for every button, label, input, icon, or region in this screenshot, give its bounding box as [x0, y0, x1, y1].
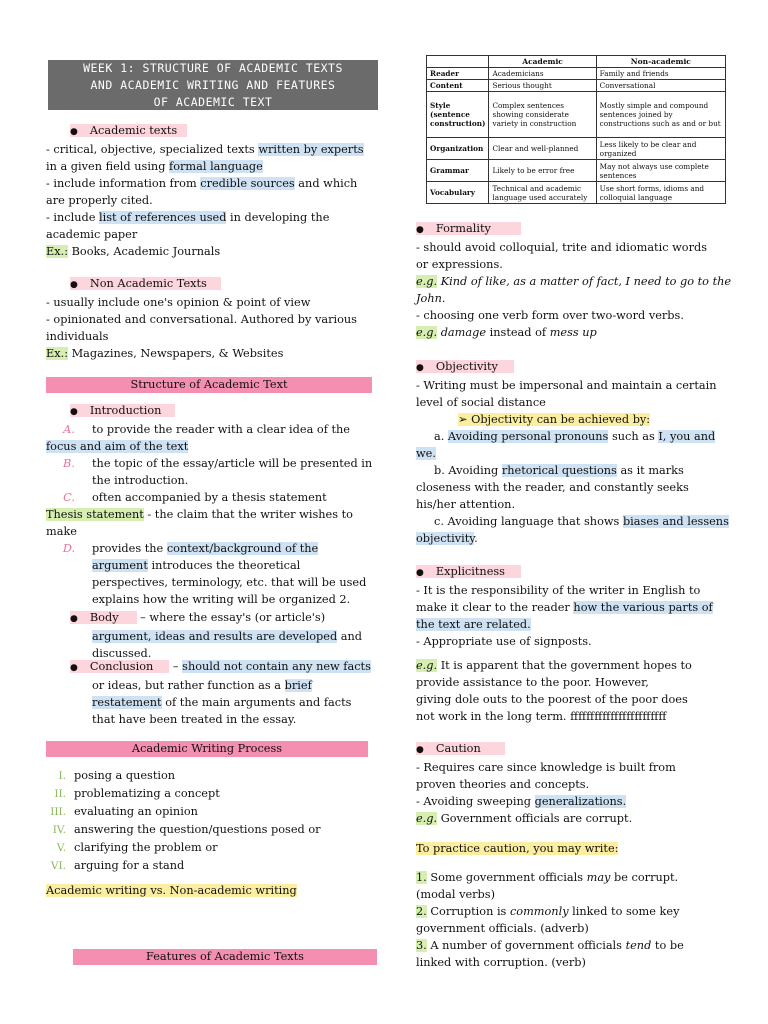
list-item: IV. answering the question/questions posed or: [52, 823, 321, 836]
process-heading: Academic Writing Process: [46, 741, 368, 757]
features-heading: Features of Academic Texts: [73, 949, 377, 965]
comparison-table: [426, 55, 726, 204]
table-row: Organization Clear and well-planned Less likely to be clear and organized: [427, 138, 726, 160]
introduction-section: ● Introduction A. to provide the reader with a clear idea of the focus and aim of the text B. the topic of the essay/article will be presented in the introduction. C. often accompanied by a thesis statement Thesis statement - the claim that the writer wishes to make D. provides the context/background of the argument introduces the theoretical perspectives, terminology, etc. that will be used explains how the writing will be organized 2.: [46, 402, 380, 608]
title-line-1: WEEK 1: STRUCTURE OF ACADEMIC TEXTS: [83, 61, 343, 75]
academic-texts-heading: ● Academic texts: [70, 124, 187, 137]
arrow-icon: ➢: [458, 413, 472, 426]
objectivity-heading: ● Objectivity: [416, 360, 514, 373]
vs-heading: Academic writing vs. Non-academic writing: [46, 884, 297, 897]
caution-section: ● Caution - Requires care since knowledge is built from proven theories and concepts. - Avoiding sweeping generalizations. e.g. Government officials are corrupt. To practice caution, you may write: 1. Some government officials may be corrupt. (modal verbs) 2. Corruption is commonly linked to some key government officials. (adverb) 3. A number of government officials tend to be linked with corruption. (verb): [416, 740, 708, 971]
list-item: VI. arguing for a stand: [50, 859, 185, 872]
structure-heading: Structure of Academic Text: [46, 377, 372, 393]
non-academic-heading: ● Non Academic Texts: [70, 277, 221, 290]
non-academic-section: ● Non Academic Texts - usually include one's opinion & point of view - opinionated and conversational. Authored by various individuals Ex.: Magazines, Newspapers, & Websites: [46, 275, 386, 362]
title-line-3: OF ACADEMIC TEXT: [153, 95, 273, 109]
body-section: ● Body – where the essay's (or article's) argument, ideas and results are developed and discussed.: [70, 609, 380, 662]
conclusion-section: ● Conclusion – should not contain any new facts or ideas, but rather function as a brief restatement of the main arguments and facts that have been treated in the essay.: [70, 658, 380, 728]
process-list: [28, 767, 368, 875]
conclusion-heading: ● Conclusion: [70, 660, 169, 673]
table-row: Grammar Likely to be error free May not always use complete sentences: [427, 160, 726, 182]
table-row: Vocabulary Technical and academic language used accurately Use short forms, idioms and colloquial language: [427, 182, 726, 204]
list-item: II. problematizing a concept: [54, 787, 220, 800]
explicitness-section: ● Explicitness - It is the responsibility of the writer in English to make it clear to the reader how the various parts of the text are related. - Appropriate use of signposts. e.g. It is apparent that the government hopes to provide assistance to the poor. However, giving dole outs to the poorest of the poor does not work in the long term. ffffffffffffffffffffffff: [416, 563, 736, 725]
body-heading: ● Body: [70, 611, 137, 624]
list-item: V. clarifying the problem or: [56, 841, 218, 854]
table-row: Style (sentence construction) Complex sentences showing considerate variety in construction Mostly simple and compound sentences joined by constructions such as and or but: [427, 92, 726, 138]
title-line-2: AND ACADEMIC WRITING AND FEATURES: [90, 78, 336, 92]
objectivity-section: ● Objectivity - Writing must be impersonal and maintain a certain level of social distance ➢ Objectivity can be achieved by: a. Avoiding personal pronouns such as I, you and we. b. Avoiding rhetorical questions as it marks closeness with the reader, and constantly seeks his/her attention. c. Avoiding language that shows biases and lessens objectivity.: [416, 358, 736, 547]
academic-texts-section: ● Academic texts - critical, objective, specialized texts written by experts in a given field using formal language - include information from credible sources and which are properly cited. - include list of references used in developing the academic paper Ex.: Books, Academic Journals: [46, 122, 376, 260]
practice-heading: To practice caution, you may write:: [416, 842, 619, 855]
list-item: III. evaluating an opinion: [50, 805, 198, 818]
introduction-heading: ● Introduction: [70, 404, 175, 417]
table-header-row: Academic Non-academic: [427, 56, 726, 68]
page-title: [48, 60, 378, 110]
table-row: Content Serious thought Conversational: [427, 80, 726, 92]
formality-heading: ● Formality: [416, 222, 521, 235]
list-item: I. posing a question: [58, 769, 176, 782]
formality-section: ● Formality - should avoid colloquial, trite and idiomatic words or expressions. e.g. Kind of like, as a matter of fact, I need to go to the John. - choosing one verb form over two-word verbs. e.g. damage instead of mess up: [416, 220, 736, 341]
table-row: Reader Academicians Family and friends: [427, 68, 726, 80]
objectivity-subheading: ➢ Objectivity can be achieved by:: [458, 413, 651, 426]
caution-heading: ● Caution: [416, 742, 505, 755]
explicitness-heading: ● Explicitness: [416, 565, 521, 578]
